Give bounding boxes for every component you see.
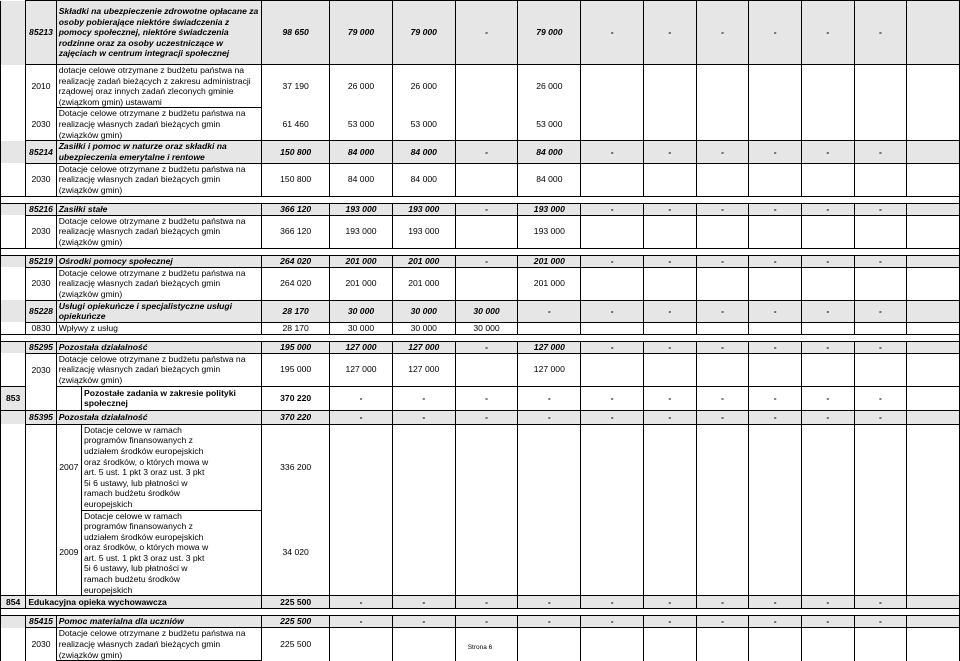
rozdzial-code: 85219 xyxy=(26,255,56,267)
value-cell: - xyxy=(518,410,581,424)
value-cell: - xyxy=(455,596,518,609)
table-row xyxy=(1,616,960,628)
value-cell: 370 220 xyxy=(262,386,330,410)
value-cell: - xyxy=(330,596,393,609)
value-cell: - xyxy=(644,341,697,353)
value-cell: - xyxy=(854,255,907,267)
value-cell: 127 000 xyxy=(518,353,581,386)
value-cell: - xyxy=(854,1,907,65)
value-cell: 30 000 xyxy=(455,322,518,334)
value-cell: - xyxy=(749,255,802,267)
value-cell: - xyxy=(581,410,644,424)
value-cell: - xyxy=(644,386,697,410)
value-cell: - xyxy=(644,410,697,424)
value-cell: - xyxy=(696,255,749,267)
value-cell: - xyxy=(330,410,393,424)
value-cell: - xyxy=(644,596,697,609)
value-cell: - xyxy=(581,255,644,267)
value-cell: 225 500 xyxy=(262,628,330,661)
row-name: Pozostała działalność xyxy=(56,341,262,353)
value-cell: 195 000 xyxy=(262,353,330,386)
value-cell: 264 020 xyxy=(262,255,330,267)
table-row xyxy=(1,203,960,215)
value-cell: - xyxy=(749,616,802,628)
value-cell: - xyxy=(581,203,644,215)
value-cell: - xyxy=(749,203,802,215)
value-cell: - xyxy=(696,1,749,65)
value-cell: - xyxy=(696,616,749,628)
value-cell: 193 000 xyxy=(330,203,393,215)
paragraf-code: 2030 xyxy=(26,353,56,386)
row-name: Dotacje celowe otrzymane z budżetu państwa na realizację własnych zadań bieżących gmin (związków gmin) xyxy=(56,267,262,300)
value-cell: 193 000 xyxy=(330,215,393,248)
table-row xyxy=(1,353,960,386)
value-cell: - xyxy=(801,203,854,215)
value-cell: 201 000 xyxy=(330,255,393,267)
value-cell: - xyxy=(854,300,907,322)
dzial-code: 854 xyxy=(1,596,26,609)
value-cell: - xyxy=(518,386,581,410)
value-cell: - xyxy=(581,386,644,410)
value-cell: 193 000 xyxy=(518,215,581,248)
table-row xyxy=(1,255,960,267)
value-cell: - xyxy=(696,386,749,410)
value-cell: - xyxy=(696,341,749,353)
row-name: Wpływy z usług xyxy=(56,322,262,334)
value-cell: 201 000 xyxy=(392,267,455,300)
value-cell: 201 000 xyxy=(518,267,581,300)
value-cell: - xyxy=(644,300,697,322)
table-row xyxy=(1,267,960,300)
value-cell: 225 500 xyxy=(262,596,330,609)
value-cell: - xyxy=(644,1,697,65)
paragraf-code: 2030 xyxy=(26,215,56,248)
table-row xyxy=(1,215,960,248)
value-cell: - xyxy=(455,1,518,65)
value-cell: 79 000 xyxy=(392,1,455,65)
table-row xyxy=(1,300,960,322)
row-name: Pozostałe zadania w zakresie polityki społecznej xyxy=(82,386,262,410)
value-cell: 79 000 xyxy=(330,1,393,65)
value-cell: - xyxy=(455,255,518,267)
rozdzial-code: 85395 xyxy=(26,410,56,424)
row-name: Zasiłki i pomoc w naturze oraz składki na ubezpieczenia emerytalne i rentowe xyxy=(56,141,262,163)
value-cell: - xyxy=(644,255,697,267)
value-cell: 84 000 xyxy=(330,163,393,196)
value-cell: - xyxy=(854,386,907,410)
value-cell: - xyxy=(696,141,749,163)
table-row xyxy=(1,410,960,424)
paragraf-code: 2007 xyxy=(56,424,81,510)
rozdzial-code: 85214 xyxy=(26,141,56,163)
row-name: Dotacje celowe w ramach programów finansowanych z udziałem środków europejskich oraz środków, o których mowa w art. 5 ust. 1 pkt 3 oraz ust. 3 pkt 5i 6 ustawy, lub płatności w ramach budżetu środków europejskich xyxy=(82,424,262,510)
value-cell: - xyxy=(455,616,518,628)
value-cell: - xyxy=(330,386,393,410)
value-cell: - xyxy=(854,203,907,215)
value-cell: - xyxy=(749,386,802,410)
paragraf-code: 2030 xyxy=(26,267,56,300)
value-cell: - xyxy=(392,616,455,628)
table-row xyxy=(1,596,960,609)
value-cell: 26 000 xyxy=(392,65,455,108)
row-name: Składki na ubezpieczenie zdrowotne opłacane za osoby pobierające niektóre świadczenia z pomocy społecznej, niektóre świadczenia rodzinne oraz za osoby uczestniczące w zajęciach w centrum integracji społecznej xyxy=(56,1,262,65)
value-cell: - xyxy=(392,596,455,609)
value-cell: - xyxy=(801,341,854,353)
value-cell: 30 000 xyxy=(455,300,518,322)
table-row xyxy=(1,141,960,163)
row-name: Dotacje celowe otrzymane z budżetu państwa na realizację własnych zadań bieżących gmin (związków gmin) xyxy=(56,108,262,141)
value-cell: - xyxy=(455,341,518,353)
paragraf-code: 0830 xyxy=(26,322,56,334)
value-cell: 195 000 xyxy=(262,341,330,353)
value-cell: - xyxy=(854,616,907,628)
value-cell: 34 020 xyxy=(262,510,330,596)
row-name: Dotacje celowe otrzymane z budżetu państwa na realizację własnych zadań bieżących gmin (związków gmin) xyxy=(56,353,262,386)
rozdzial-code: 85295 xyxy=(26,341,56,353)
value-cell: 264 020 xyxy=(262,267,330,300)
paragraf-code: 2030 xyxy=(26,163,56,196)
value-cell: - xyxy=(749,300,802,322)
value-cell: 30 000 xyxy=(392,300,455,322)
dzial-code: 853 xyxy=(1,386,26,410)
value-cell: 193 000 xyxy=(518,203,581,215)
value-cell: - xyxy=(392,410,455,424)
row-name: Zasiłki stałe xyxy=(56,203,262,215)
rozdzial-code: 85228 xyxy=(26,300,56,322)
paragraf-code: 2030 xyxy=(26,628,56,661)
value-cell: 53 000 xyxy=(330,108,393,141)
value-cell: - xyxy=(801,1,854,65)
row-name: Ośrodki pomocy społecznej xyxy=(56,255,262,267)
value-cell: - xyxy=(518,596,581,609)
value-cell: - xyxy=(644,616,697,628)
row-name: Pomoc materialna dla uczniów xyxy=(56,616,262,628)
value-cell: - xyxy=(696,300,749,322)
value-cell: - xyxy=(518,616,581,628)
row-name: Dotacje celowe w ramach programów finansowanych z udziałem środków europejskich oraz środków, o których mowa w art. 5 ust. 1 pkt 3 oraz ust. 3 pkt 5i 6 ustawy, lub płatności w ramach budżetu środków europejskich xyxy=(82,510,262,596)
table-row xyxy=(1,163,960,196)
value-cell: 127 000 xyxy=(330,353,393,386)
row-name: dotacje celowe otrzymane z budżetu państwa na realizację zadań bieżących z zakresu administracji rządowej oraz innych zadań zleconych gminie (związkom gmin) ustawami xyxy=(56,65,262,108)
value-cell: - xyxy=(854,596,907,609)
table-row xyxy=(1,386,960,410)
value-cell: 193 000 xyxy=(392,215,455,248)
value-cell: 28 170 xyxy=(262,300,330,322)
value-cell: 28 170 xyxy=(262,322,330,334)
value-cell: - xyxy=(455,386,518,410)
value-cell: 127 000 xyxy=(392,353,455,386)
value-cell: 30 000 xyxy=(330,300,393,322)
row-name: Dotacje celowe otrzymane z budżetu państwa na realizację własnych zadań bieżących gmin (związków gmin) xyxy=(56,215,262,248)
value-cell: 336 200 xyxy=(262,424,330,510)
row-name: Pozostała działalność xyxy=(56,410,262,424)
value-cell: - xyxy=(801,141,854,163)
value-cell: 127 000 xyxy=(330,341,393,353)
value-cell: - xyxy=(801,255,854,267)
value-cell: - xyxy=(749,1,802,65)
value-cell: - xyxy=(854,341,907,353)
value-cell: 201 000 xyxy=(518,255,581,267)
value-cell: - xyxy=(644,203,697,215)
value-cell: 127 000 xyxy=(518,341,581,353)
value-cell: - xyxy=(696,410,749,424)
value-cell: 127 000 xyxy=(392,341,455,353)
row-name: Dotacje celowe otrzymane z budżetu państwa na realizację własnych zadań bieżących gmin (związków gmin) xyxy=(56,163,262,196)
table-row xyxy=(1,108,960,141)
value-cell: 370 220 xyxy=(262,410,330,424)
value-cell: - xyxy=(696,203,749,215)
value-cell: - xyxy=(801,596,854,609)
rozdzial-code: 85213 xyxy=(26,1,56,65)
row-name: Dotacje celowe otrzymane z budżetu państwa na realizację własnych zadań bieżących gmin (związków gmin) xyxy=(56,628,262,661)
value-cell: 61 460 xyxy=(262,108,330,141)
table-row xyxy=(1,341,960,353)
value-cell: - xyxy=(696,596,749,609)
row-name: Usługi opiekuńcze i specjalistyczne usługi opiekuńcze xyxy=(56,300,262,322)
value-cell: - xyxy=(581,596,644,609)
page-footer: Strona 6 xyxy=(467,644,493,651)
value-cell: 84 000 xyxy=(330,141,393,163)
value-cell: - xyxy=(518,300,581,322)
paragraf-code: 2010 xyxy=(26,65,56,108)
value-cell: - xyxy=(854,410,907,424)
value-cell: 30 000 xyxy=(330,322,393,334)
value-cell: - xyxy=(749,341,802,353)
value-cell: - xyxy=(749,141,802,163)
value-cell: 366 120 xyxy=(262,203,330,215)
value-cell: 30 000 xyxy=(392,322,455,334)
table-row xyxy=(1,1,960,65)
table-row xyxy=(1,65,960,108)
paragraf-code: 2030 xyxy=(26,108,56,141)
value-cell: 84 000 xyxy=(392,141,455,163)
rozdzial-code: 85216 xyxy=(26,203,56,215)
value-cell: 201 000 xyxy=(330,267,393,300)
value-cell: - xyxy=(581,300,644,322)
value-cell: - xyxy=(801,616,854,628)
value-cell: - xyxy=(581,341,644,353)
table-row xyxy=(1,510,960,596)
value-cell: 26 000 xyxy=(518,65,581,108)
value-cell: - xyxy=(330,616,393,628)
value-cell: 366 120 xyxy=(262,215,330,248)
value-cell: - xyxy=(749,596,802,609)
value-cell: 150 800 xyxy=(262,163,330,196)
value-cell: 150 800 xyxy=(262,141,330,163)
value-cell: - xyxy=(801,386,854,410)
value-cell: - xyxy=(644,141,697,163)
value-cell: - xyxy=(801,300,854,322)
value-cell: - xyxy=(455,141,518,163)
value-cell: - xyxy=(392,386,455,410)
value-cell: 193 000 xyxy=(392,203,455,215)
table-row xyxy=(1,424,960,510)
table-row xyxy=(1,322,960,334)
value-cell: 53 000 xyxy=(518,108,581,141)
value-cell: - xyxy=(749,410,802,424)
value-cell: 79 000 xyxy=(518,1,581,65)
value-cell: 84 000 xyxy=(518,141,581,163)
row-name: Edukacyjna opieka wychowawcza xyxy=(26,596,262,609)
value-cell: - xyxy=(581,1,644,65)
paragraf-code: 2009 xyxy=(56,510,81,596)
value-cell: - xyxy=(455,203,518,215)
value-cell: - xyxy=(801,410,854,424)
value-cell: 84 000 xyxy=(518,163,581,196)
value-cell: 98 650 xyxy=(262,1,330,65)
value-cell: 201 000 xyxy=(392,255,455,267)
value-cell: 225 500 xyxy=(262,616,330,628)
value-cell: 26 000 xyxy=(330,65,393,108)
value-cell: - xyxy=(581,141,644,163)
value-cell: - xyxy=(455,410,518,424)
value-cell: - xyxy=(854,141,907,163)
value-cell: 84 000 xyxy=(392,163,455,196)
value-cell: - xyxy=(581,616,644,628)
rozdzial-code: 85415 xyxy=(26,616,56,628)
value-cell: 37 190 xyxy=(262,65,330,108)
value-cell: 53 000 xyxy=(392,108,455,141)
